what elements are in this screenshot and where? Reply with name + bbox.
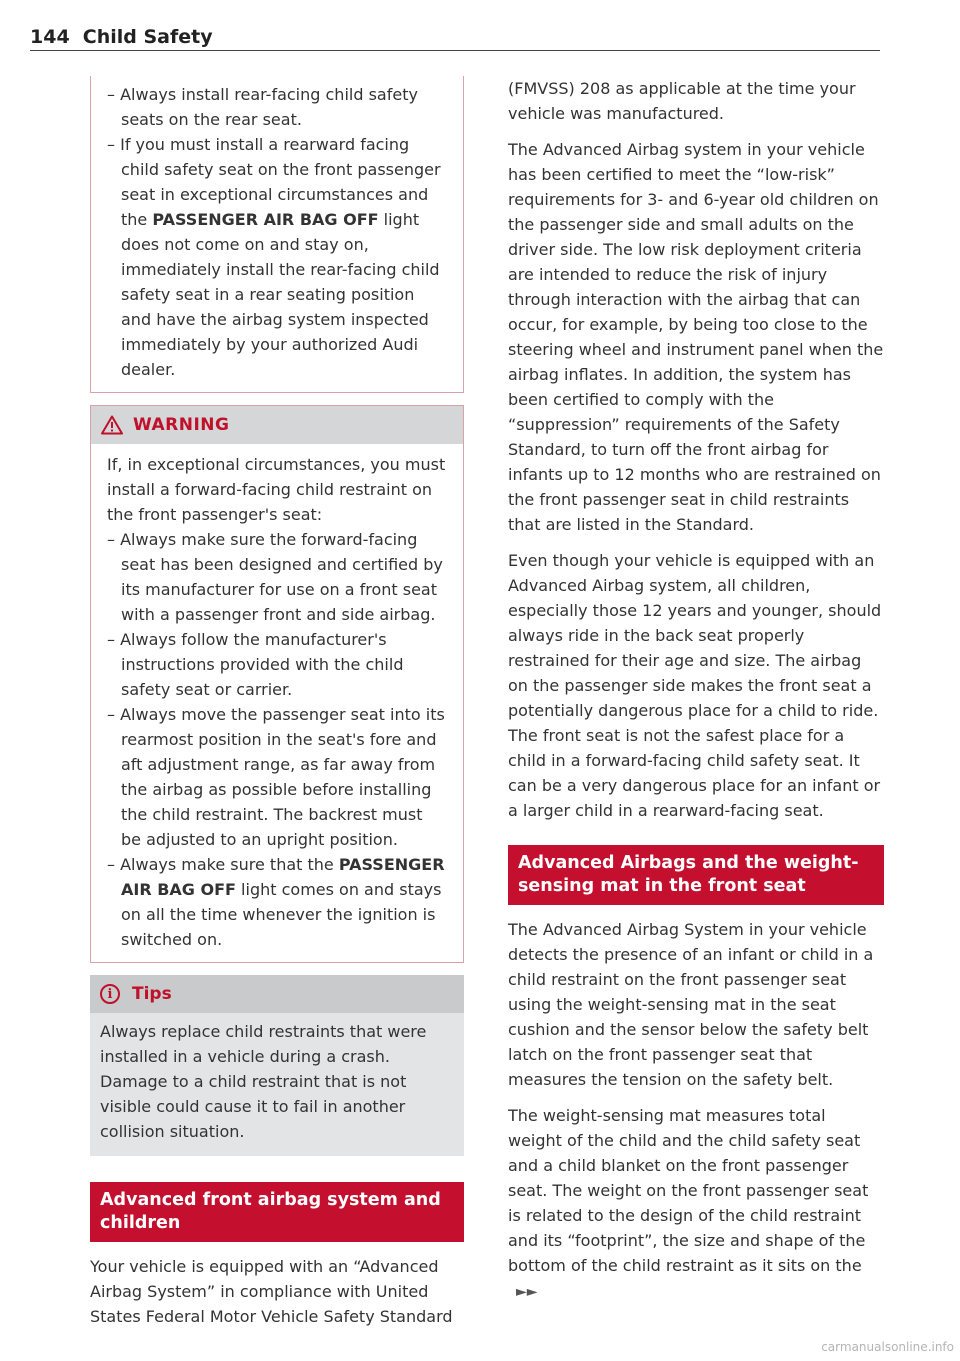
list-item: – Always install rear-facing child safety seats on the rear seat. [107,82,447,132]
tips-body [90,1013,464,1156]
paragraph: The Advanced Airbag System in your vehicle detects the presence of an infant or child in a child restraint on the front passenger seat using the weight-sensing mat in the seat cushion and the sensor below the safety belt latch on the front passenger seat that measures the tension on the safety belt. [508,920,874,1089]
tips-text: Always replace child restraints that were installed in a vehicle during a crash. Damage to a child restraint that is not visible could cause it to fail in another collision situation. [100,1022,427,1141]
section-title: Child Safety [82,26,213,48]
paragraph: Your vehicle is equipped with an “Advanced Airbag System” in compliance with United States Federal Motor Vehicle Safety Standard [90,1257,453,1326]
list-item: – Always move the passenger seat into its rearmost position in the seat's fore and aft adjustment range, as far away from the airbag as possible before installing the child restraint. The backrest must be adjusted to an upright position. [107,702,447,852]
tips-box [90,975,464,1156]
warning-body [91,444,463,962]
paragraph-text: The weight-sensing mat measures total weight of the child and the child safety seat and a child blanket on the front passenger seat. The weight on the front passenger seat is related to the design of the child restraint and its “footprint”, the size and shape of the bottom of the child restraint as it sits on the [508,1106,869,1275]
section-heading: Advanced Airbags and the weight-sensing mat in the front seat [508,845,884,905]
list-item [107,852,447,952]
paragraph [508,1103,884,1305]
list-item: – Always make sure the forward-facing seat has been designed and certified by its manufacturer for use on a front seat with a passenger front and side airbag. [107,527,447,627]
continued-warning-box [90,76,464,393]
warning-triangle-icon [101,415,123,435]
list-text: Always make sure that the [120,855,339,874]
paragraph: Even though your vehicle is equipped with an Advanced Airbag system, all children, especially those 12 years and younger, should always ride in the back seat properly restrained for their age and size. The airbag on the passenger side makes the front seat a potentially dangerous place for a child to ride. The front seat is not the safest place for a child in a forward-facing child safety seat. It can be a very dangerous place for an infant or a larger child in a rearward-facing seat. [508,551,882,820]
paragraph: (FMVSS) 208 as applicable at the time your vehicle was manufactured. [508,79,856,123]
list-text: If you must install a rearward facing child safety seat on the front passenger seat in exceptional circumstances and the [120,135,441,229]
info-icon: i [100,984,120,1004]
paragraph: The Advanced Airbag system in your vehicle has been certified to meet the “low-risk” requirements for 3- and 6-year old children on the passenger side and small adults on the driver side. The low risk deployment criteria are intended to reduce the risk of injury through interaction with the airbag that can occur, for example, by being too close to the steering wheel and instrument panel when the airbag inflates. In addition, the system has been certified to comply with the “suppression” requirements of the Safety Standard, to turn off the front airbag for infants up to 12 months who are restrained on the front passenger seat in child restraints that are listed in the Standard. [508,140,884,534]
warning-intro: If, in exceptional circumstances, you must install a forward-facing child restraint on the front passenger's seat: [107,455,446,524]
warning-heading: WARNING [133,415,230,435]
page-header [30,26,880,51]
warning-box [90,405,464,963]
right-column [508,76,884,1316]
section-heading: Advanced front airbag system and children [90,1182,464,1242]
bold-label: PASSENGER AIR BAG OFF [121,855,445,899]
list-item [107,132,447,382]
list-item: – Always follow the manufacturer's instructions provided with the child safety seat or carrier. [107,627,447,702]
left-column [90,76,464,1340]
list-text: light comes on and stays on all the time whenever the ignition is switched on. [121,880,442,949]
warning-header [91,406,463,444]
bold-label: PASSENGER AIR BAG OFF [152,210,379,229]
page-number: 144 [30,26,70,48]
tips-header [90,975,464,1013]
continue-arrow-icon: ►► [516,1284,538,1300]
watermark: carmanualsonline.info [821,1340,954,1354]
tips-heading: Tips [132,984,172,1004]
list-text: light does not come on and stay on, immediately install the rear-facing child safety seat in a rear seating position and have the airbag system inspected immediately by your authorized Audi dealer. [121,210,440,379]
